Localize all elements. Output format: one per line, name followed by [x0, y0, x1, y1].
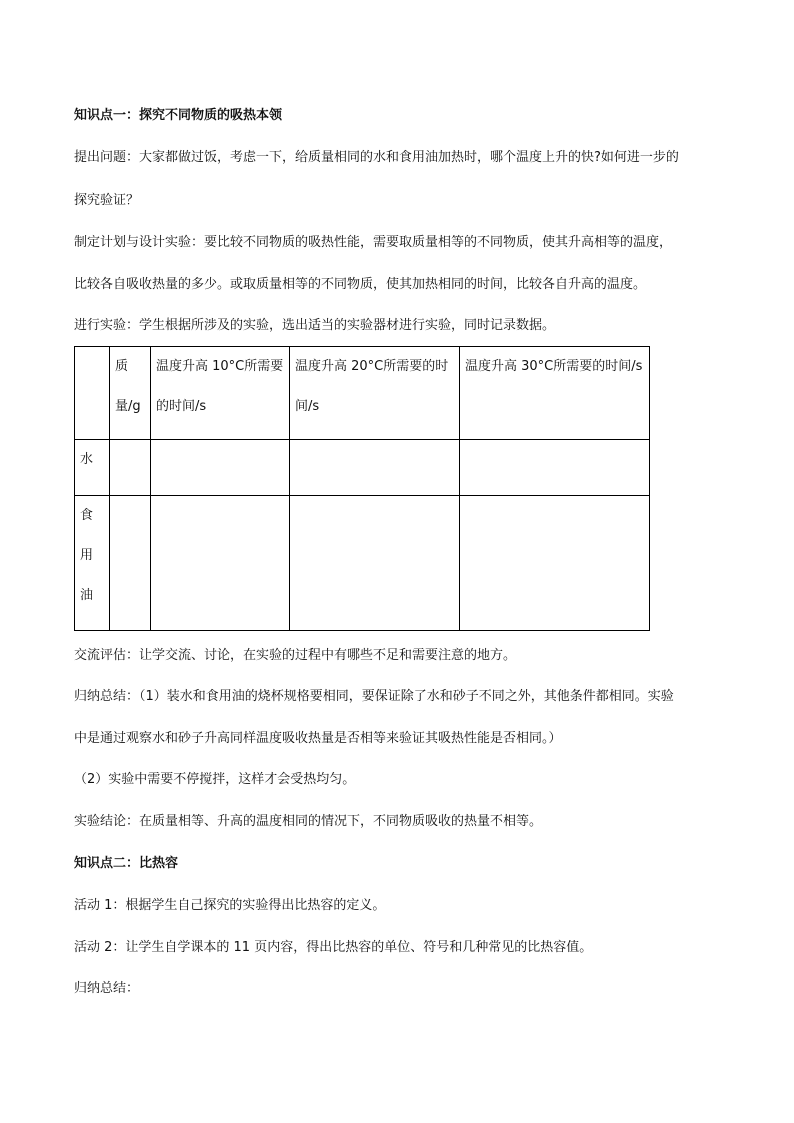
header-time-10: 温度升高 10°C所需要的时间/s — [151, 347, 290, 440]
activity1-text: 活动 1：根据学生自己探究的实验得出比热容的定义。 — [74, 898, 386, 913]
row-label-oil: 食用油 — [75, 496, 110, 631]
table-row-water — [75, 440, 650, 496]
table-cell — [110, 440, 151, 496]
table-cell — [460, 440, 650, 496]
kp1-title: 知识点一：探究不同物质的吸热本领 — [74, 108, 283, 123]
summary1-line-1: 归纳总结：（1）装水和食用油的烧杯规格要相同，要保证除了水和砂子不同之外，其他条件都相同。实验 — [74, 689, 674, 704]
plan-line-2: 比较各自吸收热量的多少。或取质量相等的不同物质，使其加热相同的时间，比较各自升高的温度。 — [74, 277, 647, 292]
row-label-water: 水 — [75, 440, 110, 496]
table-cell — [110, 496, 151, 631]
activity2-text: 活动 2：让学生自学课本的 11 页内容，得出比热容的单位、符号和几种常见的比热容值。 — [74, 940, 593, 955]
table-header-row — [75, 347, 650, 440]
summary1-line-2: 中是通过观察水和砂子升高同样温度吸收热量是否相等来验证其吸热性能是否相同。） — [74, 731, 562, 746]
header-empty-cell — [75, 347, 110, 440]
final-summary-label: 归纳总结： — [74, 981, 140, 996]
table-cell — [290, 496, 460, 631]
question-line-2: 探究验证？ — [74, 193, 140, 208]
kp2-title: 知识点二：比热容 — [74, 856, 179, 871]
header-time-20: 温度升高 20°C所需要的时间/s — [290, 347, 460, 440]
question-line-1: 提出问题：大家都做过饭，考虑一下，给质量相同的水和食用油加热时，哪个温度上升的快?如何进一步的 — [74, 150, 679, 165]
table-row-oil — [75, 496, 650, 631]
conduct-text: 进行实验：学生根据所涉及的实验，选出适当的实验器材进行实验，同时记录数据。 — [74, 318, 556, 333]
table-cell — [151, 440, 290, 496]
experiment-table — [74, 346, 650, 631]
table-cell — [460, 496, 650, 631]
summary2-text: （2）实验中需要不停搅拌，这样才会受热均匀。 — [74, 772, 356, 787]
header-mass: 质量/g — [110, 347, 151, 440]
table-cell — [151, 496, 290, 631]
evaluate-text: 交流评估：让学交流、讨论，在实验的过程中有哪些不足和需要注意的地方。 — [74, 648, 517, 663]
header-time-30: 温度升高 30°C所需要的时间/s — [460, 347, 650, 440]
table-cell — [290, 440, 460, 496]
conclusion-text: 实验结论：在质量相等、升高的温度相同的情况下，不同物质吸收的热量不相等。 — [74, 814, 543, 829]
plan-line-1: 制定计划与设计实验：要比较不同物质的吸热性能，需要取质量相等的不同物质，使其升高相等的温度， — [74, 235, 673, 250]
